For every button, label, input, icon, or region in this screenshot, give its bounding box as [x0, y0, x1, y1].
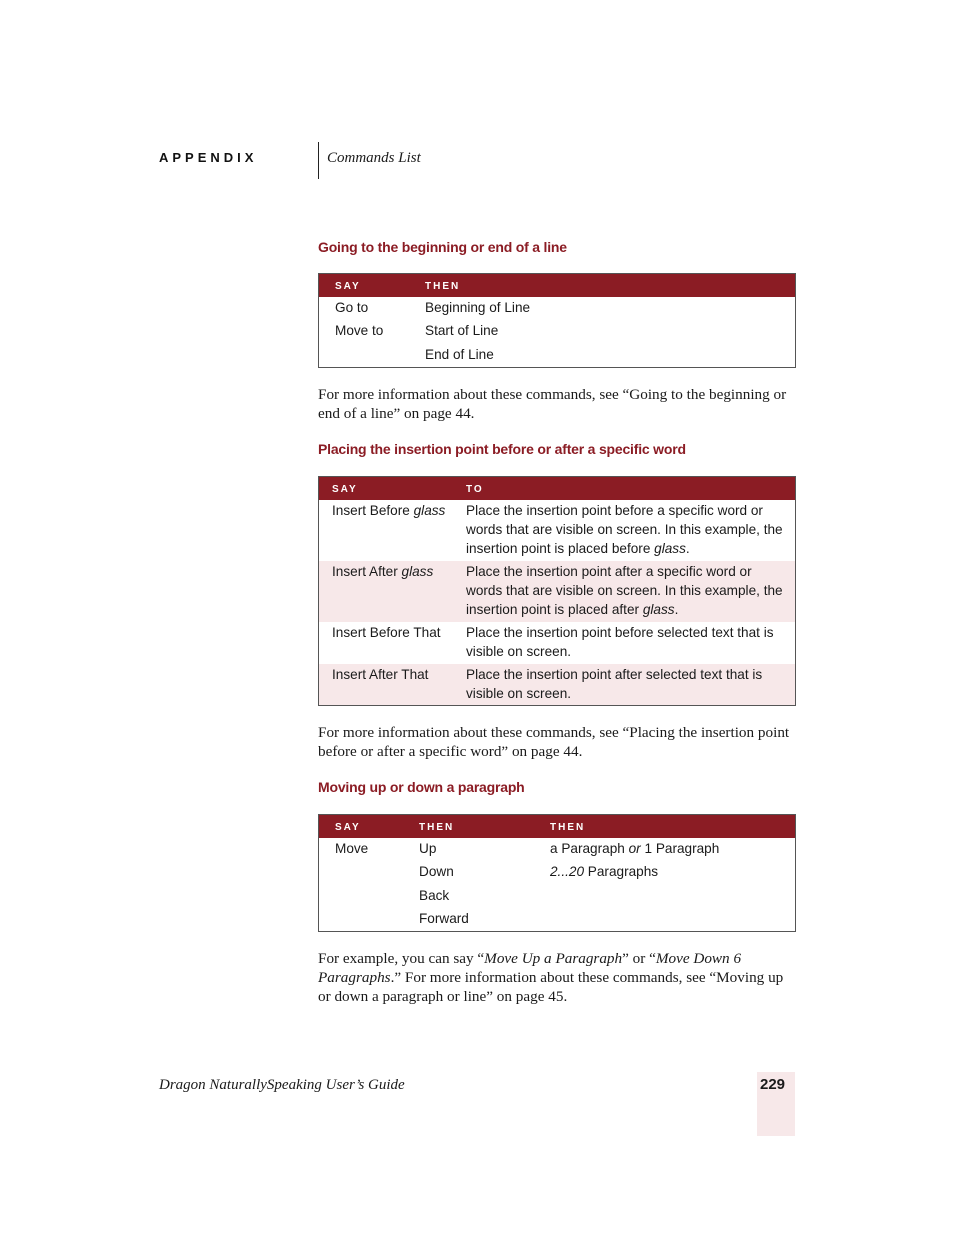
- to-cell: Place the insertion point before a specific word or words that are visible on screen. In this example, the insertion point is placed before glass.: [466, 503, 783, 556]
- then-cell: Beginning of Line: [425, 300, 531, 315]
- table-header: [319, 815, 795, 838]
- then-cell: Back: [419, 888, 450, 903]
- paragraph-commands-table: [318, 814, 796, 932]
- to-cell: Place the insertion point after selected text that is visible on screen.: [466, 667, 763, 701]
- table-header: [319, 274, 795, 297]
- table-row: [319, 664, 795, 705]
- insertion-commands-table: [318, 476, 796, 706]
- then-cell: a Paragraph or 1 Paragraph: [550, 841, 720, 856]
- say-cell: Insert Before glass: [332, 503, 446, 518]
- section-heading-paragraph: Moving up or down a paragraph: [318, 779, 525, 795]
- col-say: SAY: [335, 281, 361, 292]
- then-cell: 2...20 Paragraphs: [550, 864, 659, 879]
- table-row: [319, 500, 795, 561]
- then-cell: Forward: [419, 911, 469, 926]
- table-row: [319, 561, 795, 622]
- col-to: TO: [466, 484, 484, 495]
- footer-book-title: Dragon NaturallySpeaking User’s Guide: [159, 1077, 405, 1093]
- say-cell: Insert After That: [332, 667, 429, 682]
- header-divider: [318, 142, 319, 179]
- section1-note: For more information about these commands, see “Going to the beginning or end of a line” on page 44.: [318, 386, 787, 422]
- section-heading-line: Going to the beginning or end of a line: [318, 239, 567, 255]
- section-heading-insertion: Placing the insertion point before or after a specific word: [318, 441, 686, 457]
- say-cell: Move to: [335, 323, 384, 338]
- then-cell: Start of Line: [425, 323, 499, 338]
- to-cell: Place the insertion point before selected text that is visible on screen.: [466, 625, 774, 659]
- header-title: Commands List: [327, 150, 421, 166]
- section3-note: For example, you can say “Move Up a Paragraph” or “Move Down 6 Paragraphs.” For more information about these commands, see “Moving up or down a paragraph or line” on page 45.: [318, 950, 784, 1005]
- table-row: [319, 622, 795, 664]
- say-cell: Insert Before That: [332, 625, 441, 640]
- col-then: THEN: [425, 281, 461, 292]
- then-cell: Down: [419, 864, 454, 879]
- line-commands-table: [318, 273, 796, 368]
- then-cell: Up: [419, 841, 437, 856]
- say-cell: Go to: [335, 300, 369, 315]
- col-then-1: THEN: [419, 822, 455, 833]
- col-say: SAY: [332, 484, 358, 495]
- appendix-label: APPENDIX: [159, 150, 258, 165]
- col-then-2: THEN: [550, 822, 586, 833]
- section2-note: For more information about these commands, see “Placing the insertion point before or after a specific word” on page 44.: [318, 724, 790, 760]
- to-cell: Place the insertion point after a specific word or words that are visible on screen. In this example, the insertion point is placed after glass.: [466, 564, 783, 617]
- then-cell: End of Line: [425, 347, 494, 362]
- say-cell: Insert After glass: [332, 564, 434, 579]
- page-number: 229: [760, 1076, 786, 1093]
- say-cell: Move: [335, 841, 369, 856]
- col-say: SAY: [335, 822, 361, 833]
- table-header: [319, 477, 795, 500]
